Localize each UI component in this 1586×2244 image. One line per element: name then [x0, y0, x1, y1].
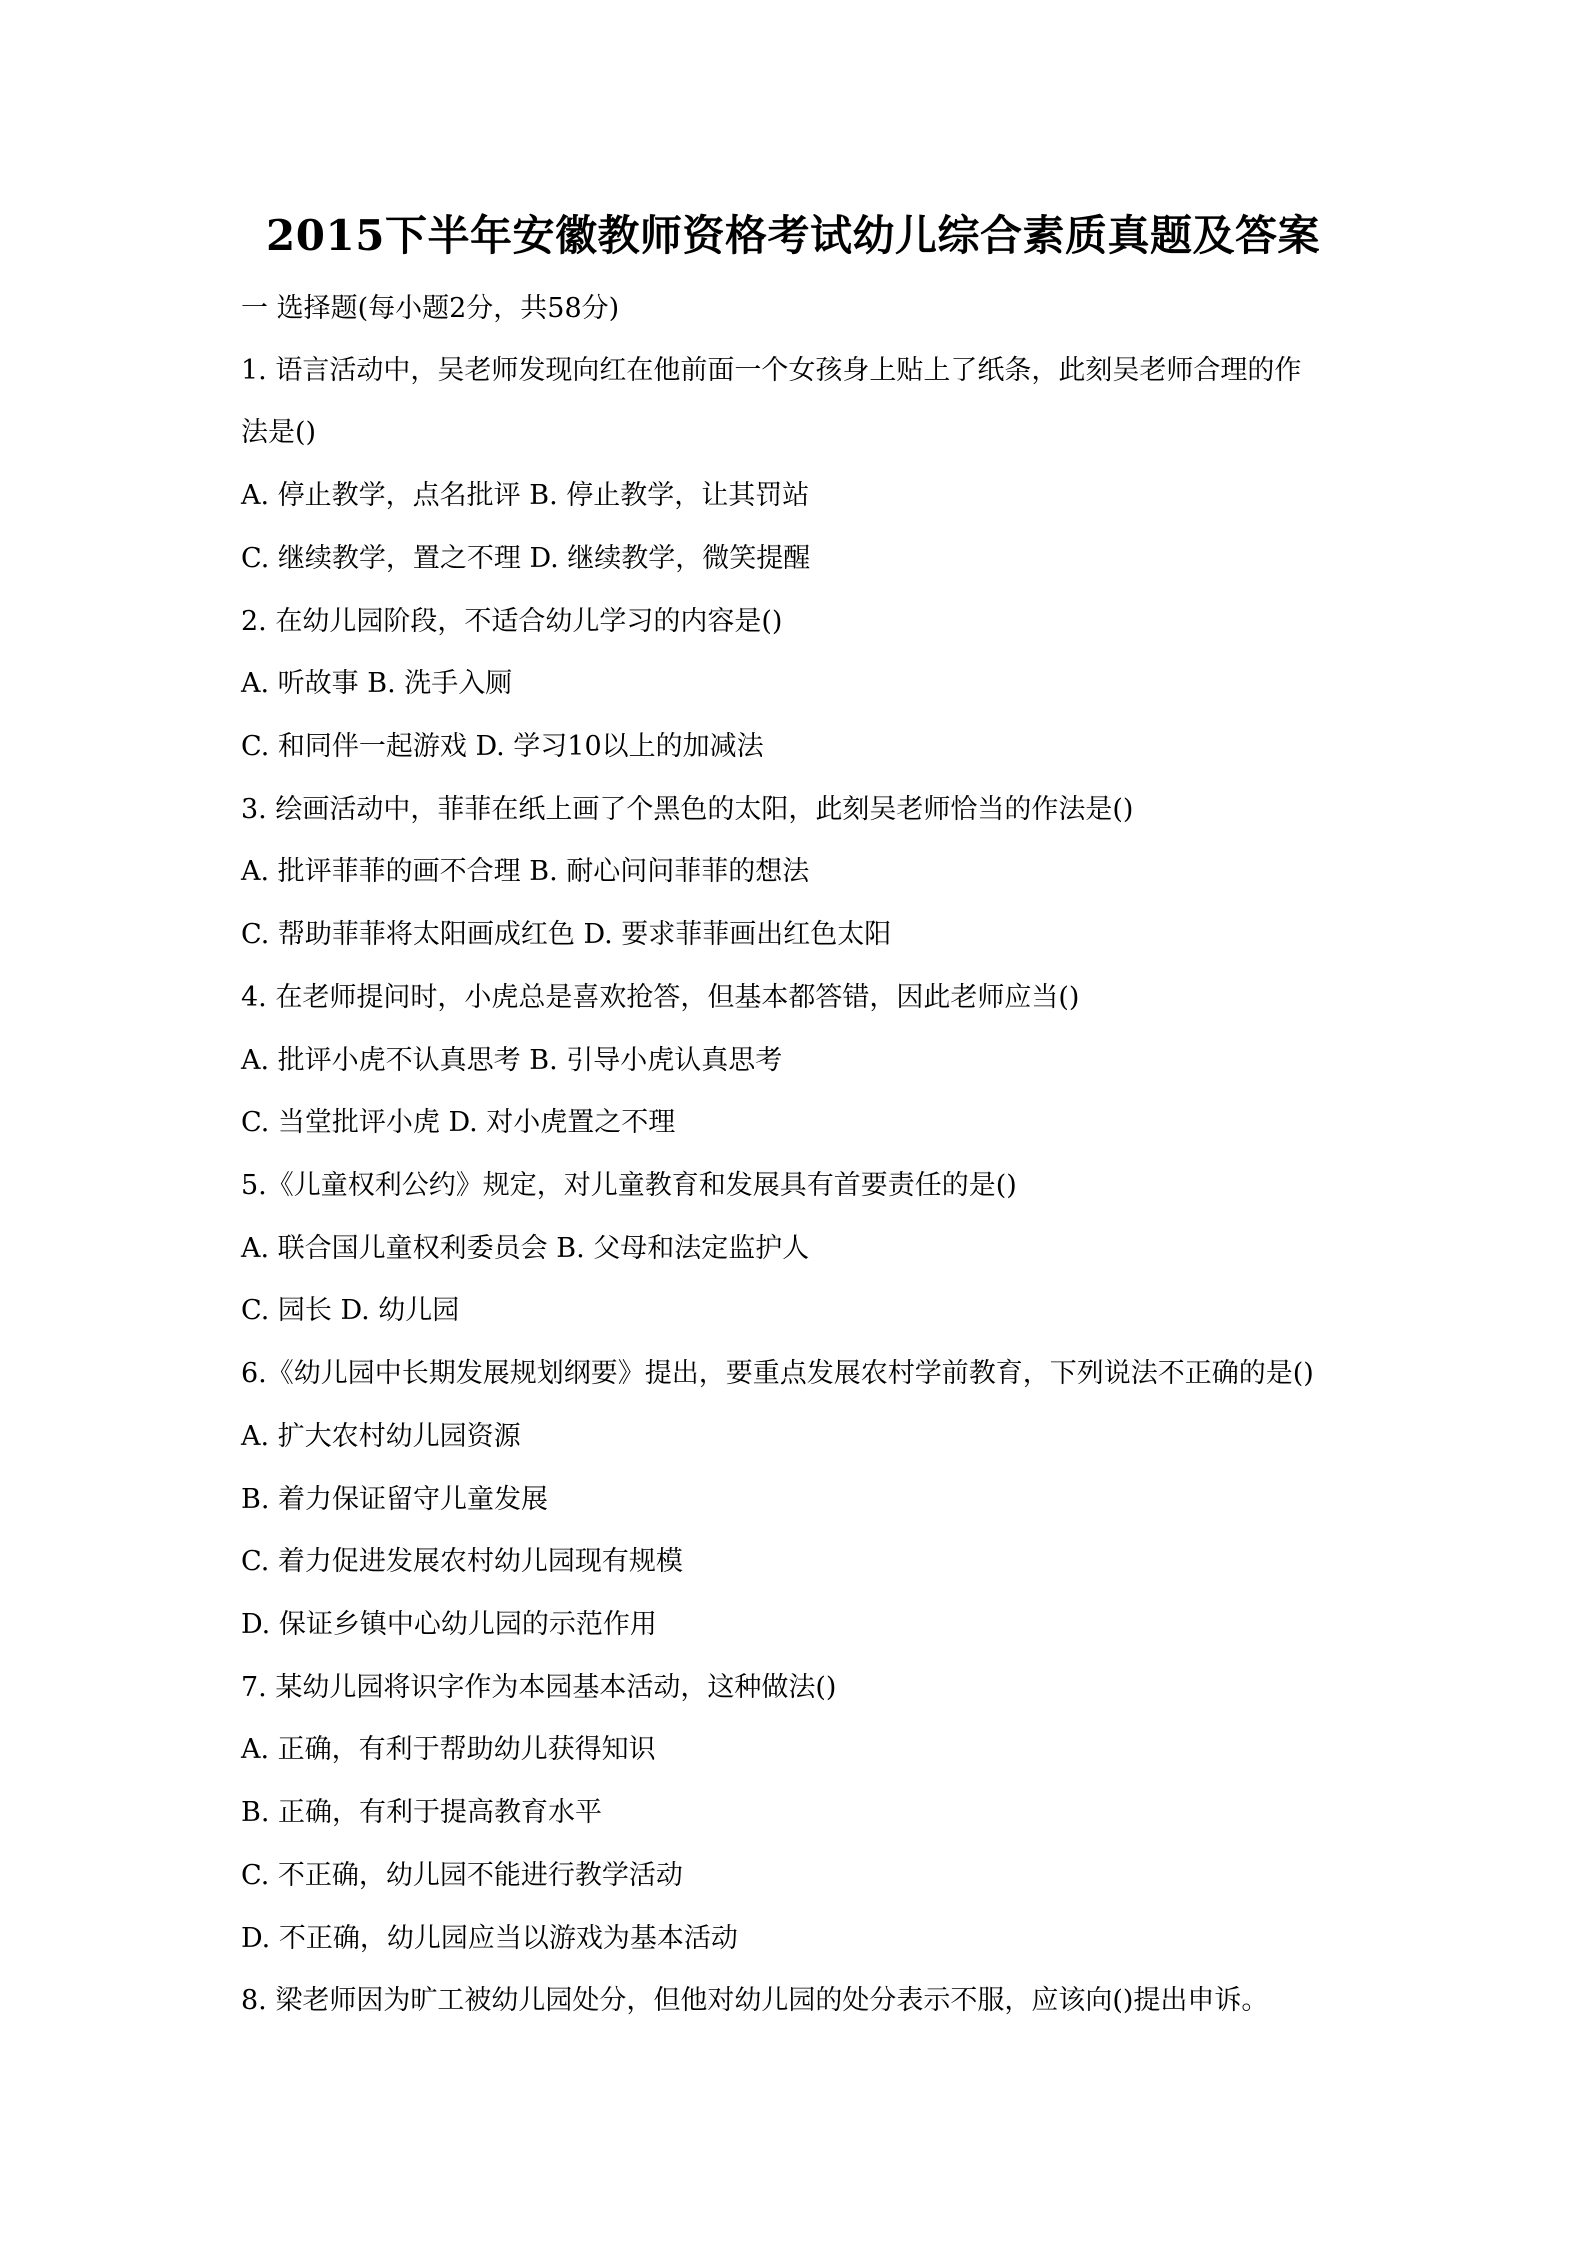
- question-6-option-d: D. 保证乡镇中心幼儿园的示范作用: [241, 1609, 657, 1640]
- question-7-line: 7. 某幼儿园将识字作为本园基本活动，这种做法(): [241, 1672, 837, 1703]
- question-6-option-c: C. 着力促进发展农村幼儿园现有规模: [241, 1546, 683, 1577]
- question-4-options-cd: C. 当堂批评小虎 D. 对小虎置之不理: [241, 1107, 676, 1138]
- question-3-line: 3. 绘画活动中，菲菲在纸上画了个黑色的太阳，此刻吴老师恰当的作法是(): [241, 794, 1134, 825]
- question-6-option-b: B. 着力保证留守儿童发展: [241, 1484, 549, 1515]
- question-2-options-ab: A. 听故事 B. 洗手入厕: [241, 668, 513, 699]
- question-7-option-c: C. 不正确，幼儿园不能进行教学活动: [241, 1860, 683, 1891]
- question-5-line: 5.《儿童权利公约》规定，对儿童教育和发展具有首要责任的是(): [241, 1170, 1017, 1201]
- question-1-options-ab: A. 停止教学，点名批评 B. 停止教学，让其罚站: [241, 480, 810, 511]
- question-6-option-a: A. 扩大农村幼儿园资源: [241, 1421, 521, 1452]
- question-7-option-a: A. 正确，有利于帮助幼儿获得知识: [241, 1734, 656, 1765]
- question-6-line: 6.《幼儿园中长期发展规划纲要》提出，要重点发展农村学前教育，下列说法不正确的是(): [241, 1358, 1314, 1389]
- question-1-options-cd: C. 继续教学，置之不理 D. 继续教学，微笑提醒: [241, 543, 811, 574]
- question-1-continued: 法是(): [241, 417, 317, 448]
- question-4-options-ab: A. 批评小虎不认真思考 B. 引导小虎认真思考: [241, 1045, 783, 1076]
- question-5-options-ab: A. 联合国儿童权利委员会 B. 父母和法定监护人: [241, 1233, 810, 1264]
- question-2-options-cd: C. 和同伴一起游戏 D. 学习10以上的加减法: [241, 731, 764, 762]
- question-3-options-ab: A. 批评菲菲的画不合理 B. 耐心问问菲菲的想法: [241, 856, 810, 887]
- document-title: 2015下半年安徽教师资格考试幼儿综合素质真题及答案: [266, 211, 1320, 260]
- question-1-line: 1. 语言活动中，吴老师发现向红在他前面一个女孩身上贴上了纸条，此刻吴老师合理的作: [241, 355, 1302, 386]
- question-7-option-b: B. 正确，有利于提高教育水平: [241, 1797, 603, 1828]
- section-heading: 一 选择题(每小题2分，共58分): [241, 293, 620, 324]
- question-2-line: 2. 在幼儿园阶段，不适合幼儿学习的内容是(): [241, 606, 783, 637]
- question-4-line: 4. 在老师提问时，小虎总是喜欢抢答，但基本都答错，因此老师应当(): [241, 982, 1080, 1013]
- question-3-options-cd: C. 帮助菲菲将太阳画成红色 D. 要求菲菲画出红色太阳: [241, 919, 892, 950]
- question-8-line: 8. 梁老师因为旷工被幼儿园处分，但他对幼儿园的处分表示不服，应该向()提出申诉。: [241, 1985, 1269, 2016]
- question-5-options-cd: C. 园长 D. 幼儿园: [241, 1295, 460, 1326]
- question-7-option-d: D. 不正确，幼儿园应当以游戏为基本活动: [241, 1923, 738, 1954]
